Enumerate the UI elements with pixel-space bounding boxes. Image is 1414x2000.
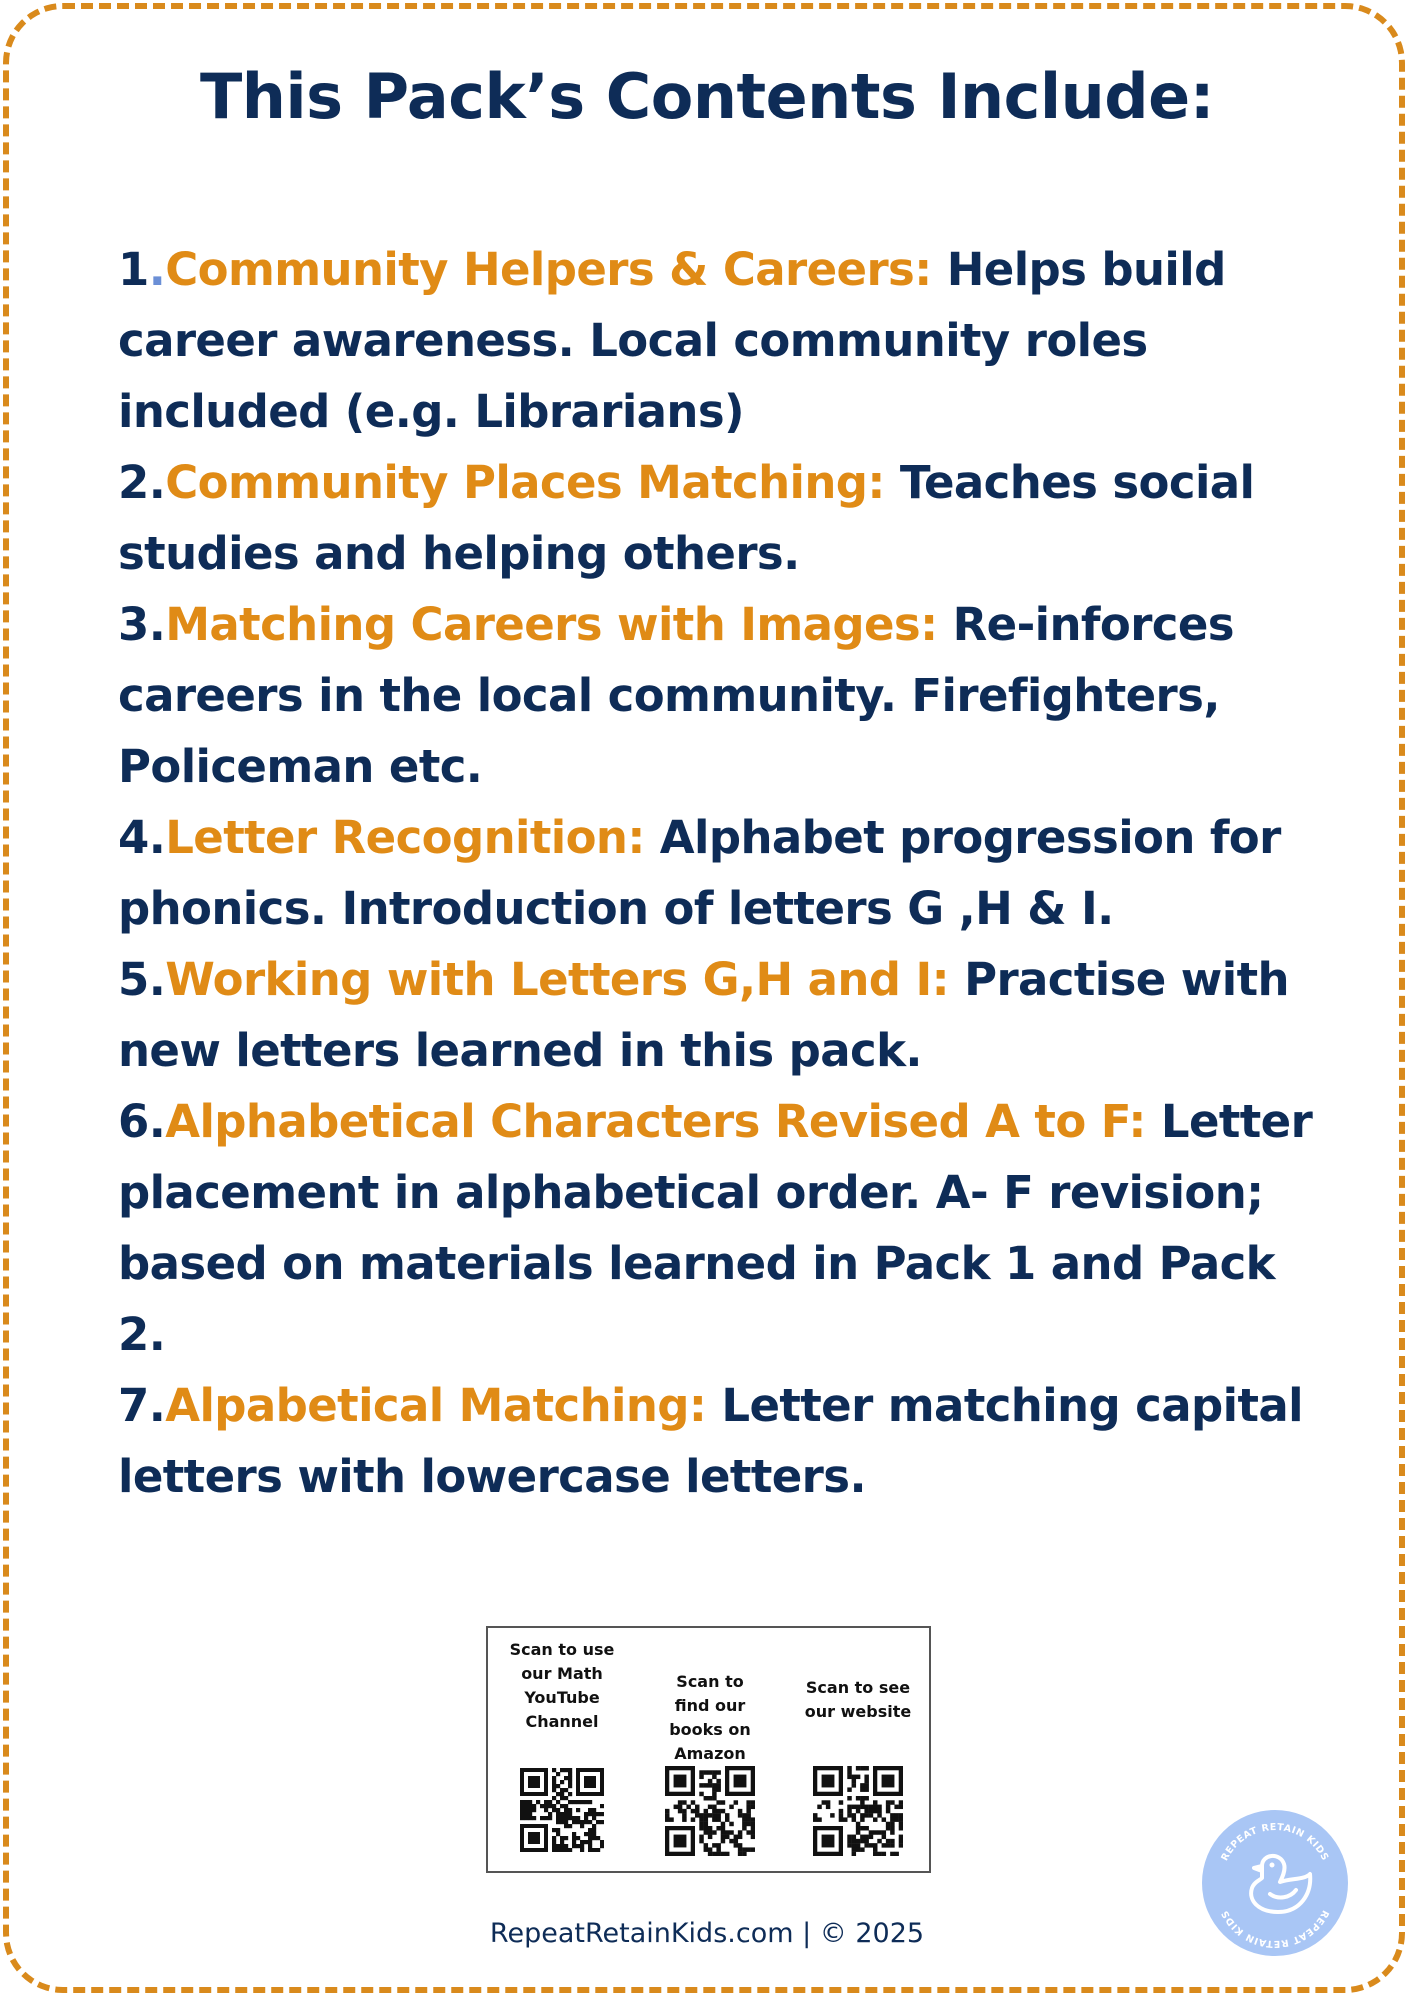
item-text: Teaches social studies and helping others. (118, 456, 1255, 580)
qr-youtube-cell (488, 1628, 636, 1871)
list-item (118, 1086, 1318, 1370)
list-item (118, 802, 1318, 944)
list-item (118, 589, 1318, 802)
item-separator: . (148, 1379, 166, 1432)
logo-text-bottom: REPEAT RETAIN KIDS (1219, 1908, 1331, 1950)
amazon-qr-code-icon[interactable] (665, 1766, 755, 1856)
item-heading: Letter Recognition: (165, 811, 645, 864)
item-separator: . (148, 811, 166, 864)
item-number: 5 (118, 953, 149, 1006)
item-heading: Alpabetical Matching: (165, 1379, 707, 1432)
item-number: 6 (118, 1095, 149, 1148)
item-text: Re-inforces careers in the local community. Firefighters, Policeman etc. (118, 598, 1234, 793)
qr-amazon-label: Scan to find our books on Amazon (669, 1672, 751, 1763)
list-item (118, 1370, 1318, 1512)
bird-eye-icon (1270, 1863, 1275, 1868)
qr-amazon-cell (636, 1628, 784, 1871)
item-text: Helps build career awareness. Local community roles included (e.g. Librarians) (118, 243, 1226, 438)
list-item (118, 234, 1318, 447)
website-qr-code-icon[interactable] (813, 1766, 903, 1856)
item-text: Practise with new letters learned in this pack. (118, 953, 1289, 1077)
item-number: 4 (118, 811, 149, 864)
qr-website-cell (784, 1628, 932, 1871)
item-heading: Community Places Matching: (165, 456, 885, 509)
item-number: 2 (118, 456, 149, 509)
item-separator: . (148, 953, 166, 1006)
qr-code-panel (486, 1626, 931, 1873)
qr-youtube-label: Scan to use our Math YouTube Channel (509, 1640, 615, 1731)
item-separator: . (148, 243, 166, 296)
item-number: 1 (118, 243, 149, 296)
logo-text-top: REPEAT RETAIN KIDS (1219, 1821, 1331, 1863)
page-title: This Pack’s Contents Include: (199, 60, 1215, 133)
item-separator: . (148, 456, 166, 509)
youtube-qr-code-icon[interactable] (520, 1768, 604, 1852)
contents-list (118, 234, 1318, 1512)
item-text: Alphabet progression for phonics. Introduction of letters G ,H & I. (118, 811, 1281, 935)
footer-copyright: RepeatRetainKids.com | © 2025 (489, 1918, 925, 1949)
item-heading: Working with Letters G,H and I: (165, 953, 949, 1006)
item-number: 7 (118, 1379, 149, 1432)
item-heading: Alphabetical Characters Revised A to F: (165, 1095, 1146, 1148)
item-number: 3 (118, 598, 149, 651)
qr-website-label: Scan to see our website (804, 1678, 912, 1721)
item-heading: Matching Careers with Images: (165, 598, 938, 651)
item-text: Letter placement in alphabetical order. A- F revision; based on materials learned in Pack 1 and Pack 2. (118, 1095, 1313, 1361)
item-separator: . (148, 1095, 166, 1148)
list-item (118, 447, 1318, 589)
list-item (118, 944, 1318, 1086)
item-separator: . (148, 598, 166, 651)
item-heading: Community Helpers & Careers: (165, 243, 932, 296)
item-text: Letter matching capital letters with lowercase letters. (118, 1379, 1303, 1503)
